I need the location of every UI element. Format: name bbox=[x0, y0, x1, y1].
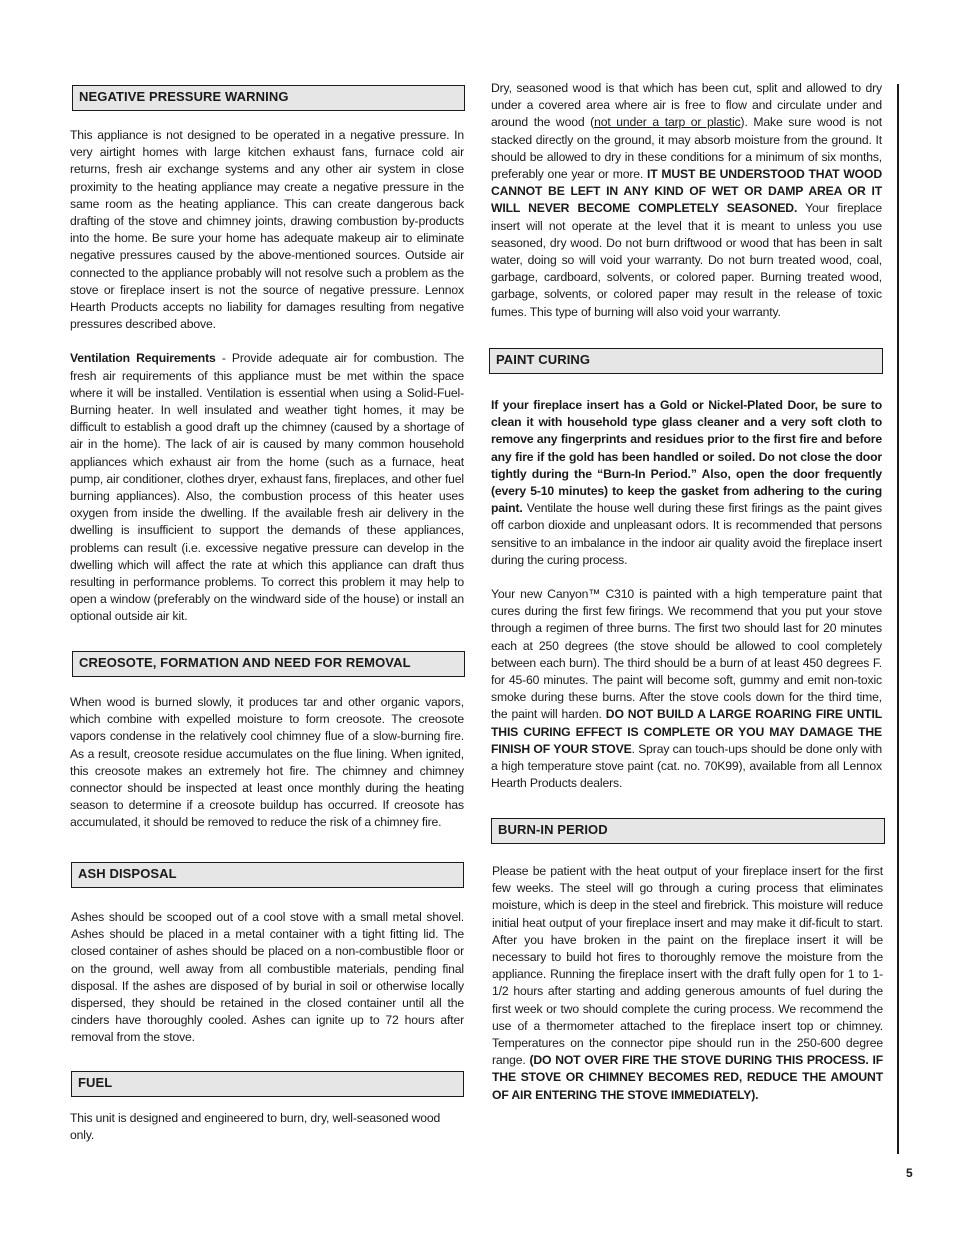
ventilation-paragraph bbox=[70, 350, 464, 625]
burn-in-text: Please be patient with the heat output of your fireplace insert for the first few weeks. The steel will go through a curing process that eliminates moisture, which is deep in the steel and firebrick. This moisture will reduce initial heat output of your fireplace insert and may make it dif-ficult to start. After you have broken in the paint on the fireplace insert it will be necessary to build hot fires to thoroughly remove the moisture from the appliance. Running the fireplace insert with the draft fully open for 1 to 1-1/2 hours after starting and adding generous amounts of fuel during the first week or two should complete the curing process. We recommend the use of a thermometer attached to the fireplace insert top or chimney. Temperatures on the connector pipe should run in the 250-600 degree range. bbox=[492, 864, 883, 1068]
section-heading-burn-in-period: BURN-IN PERIOD bbox=[491, 818, 885, 844]
paint-curing-paragraph-1 bbox=[491, 397, 882, 569]
negative-pressure-body bbox=[70, 127, 464, 626]
burn-in-bold-warning: (DO NOT OVER FIRE THE STOVE DURING THIS PROCESS. IF THE STOVE OR CHIMNEY BECOMES RED, REDUCE THE AMOUNT OF AIR ENTERING THE STOVE IMMEDIATELY). bbox=[492, 1053, 883, 1102]
paint-curing-text-2: Your new Canyon™ C310 is painted with a high temperature paint that cures during the first few firings. We recommend that you put your stove through a regimen of three burns. The first two should last for 20 minutes each at 250 degrees (the stove should be allowed to cool completely between each burn). The third should be a burn of at least 450 degrees F. for 45-60 minutes. The paint will become soft, gummy and emit non-toxic smoke during these burns. After the stove cools down for the third time, the paint will harden. bbox=[491, 587, 882, 722]
negative-pressure-paragraph: This appliance is not designed to be operated in a negative pressure. In very airtight homes with large kitchen exhaust fans, furnace cold air returns, fresh air exchange systems and any other air system in close proximity to the heating appliance may create a negative pressure in the same room as the heating appliance. This can create dangerous back drafting of the stove and chimney joints, drawing combustion by-products into the home. Be sure your home has adequate makeup air to eliminate negative pressures caused by the above-mentioned sources. Outside air connected to the appliance probably will not resolve such a problem as the stove or fireplace insert is not the source of negative pressure. Lennox Hearth Products accepts no liability for damages resulting from negative pressures described above. bbox=[70, 128, 464, 332]
paint-curing-bold: If your fireplace insert has a Gold or Nickel-Plated Door, be sure to clean it with household type glass cleaner and a very soft cloth to remove any fingerprints and residues prior to the first fire and before any fire if the gold has been handled or soiled. Do not close the door tightly during the “Burn-In Period.” Also, open the door frequently (every 5-10 minutes) to keep the gasket from adhering to the curing paint. bbox=[491, 398, 882, 516]
page-number: 5 bbox=[906, 1166, 913, 1180]
creosote-paragraph: When wood is burned slowly, it produces tar and other organic vapors, which combine with expelled moisture to form creosote. The creosote vapors condense in the relatively cool chimney flue of a slow-burning fire. As a result, creosote residue accumulates on the flue lining. When ignited, this creosote makes an extremely hot fire. The chimney and chimney connector should be inspected at least once monthly during the heating season to determine if a creosote buildup has occurred. If creosote has accumulated, it should be removed to reduce the risk of a chimney fire. bbox=[70, 695, 464, 830]
ventilation-text: - Provide adequate air for combustion. The fresh air requirements of this appliance must be met within the space where it will be installed. Ventilation is essential when using a Solid-Fuel-Burning heater. In well insulated and weather tight homes, it may be difficult to establish a good draft up the chimney (caused by a shortage of air in the home). The lack of air is caused by many common household appliances which exhaust air from the home (such as a furnace, heat pump, air conditioner, clothes dryer, exhaust fans, fireplaces, and other fuel burning appliances). Also, the combustion process of this heater uses oxygen from inside the dwelling. If the available fresh air delivery in the dwelling is insufficient to support the demands of these appliances, problems can result (i.e. excessive negative pressure can develop in the dwelling which will affect the rate at which this appliance can draft thus resulting in performance problems. To correct this problem it may help to open a window (preferably on the windward side of the house) or install an optional outside air kit. bbox=[70, 351, 464, 624]
paint-curing-text: Ventilate the house well during these first firings as the paint gives off carbon dioxide and unpleasant odors. It is recommended that persons sensitive to an imbalance in the indoor air quality avoid the fireplace insert during the curing process. bbox=[491, 501, 882, 567]
wood-body bbox=[491, 80, 882, 321]
section-heading-creosote: CREOSOTE, FORMATION AND NEED FOR REMOVAL bbox=[72, 651, 465, 677]
paint-curing-body bbox=[491, 397, 882, 792]
section-heading-ash-disposal: ASH DISPOSAL bbox=[71, 862, 464, 888]
ash-disposal-body bbox=[71, 909, 464, 1047]
wood-text-2: ). Make sure wood is not stacked directly on the ground, it may absorb moisture from the ground. It should be allowed to dry in these conditions for a minimum of six months, preferably one year or more. bbox=[491, 115, 882, 182]
wood-paragraph bbox=[491, 80, 882, 321]
paint-curing-paragraph-2 bbox=[491, 586, 882, 792]
fuel-body bbox=[70, 1110, 464, 1144]
burn-in-body bbox=[492, 863, 883, 1104]
burn-in-paragraph bbox=[492, 863, 883, 1104]
wood-bold-warning: IT MUST BE UNDERSTOOD THAT WOOD CANNOT BE LEFT IN ANY KIND OF WET OR DAMP AREA OR IT WILL NEVER BECOME COMPLETELY SEASONED. bbox=[491, 167, 882, 216]
paint-curing-text-3: . Spray can touch-ups should be done only with a high temperature stove paint (cat. no. 70K99), available from all Lennox Hearth Products dealers. bbox=[491, 741, 882, 791]
vertical-margin-rule bbox=[897, 84, 899, 1154]
creosote-body bbox=[70, 694, 464, 832]
section-heading-paint-curing: PAINT CURING bbox=[489, 348, 883, 374]
wood-underlined: not under a tarp or plastic bbox=[594, 115, 741, 130]
paint-curing-bold-2: DO NOT BUILD A LARGE ROARING FIRE UNTIL THIS CURING EFFECT IS COMPLETE OR YOU MAY DAMAGE THE FINISH OF YOUR STOVE bbox=[491, 707, 882, 756]
fuel-paragraph: This unit is designed and engineered to burn, dry, well-seasoned wood only. bbox=[70, 1111, 441, 1143]
ventilation-label: Ventilation Requirements bbox=[70, 351, 216, 366]
ash-disposal-paragraph: Ashes should be scooped out of a cool stove with a small metal shovel. Ashes should be placed in a metal container with a tight fitting lid. The closed container of ashes should be placed on a non-combustible floor or on the ground, well away from all combustible materials, pending final disposal. If the ashes are disposed of by burial in soil or otherwise locally dispersed, they should be retained in the closed container until all the cinders have thoroughly cooled. Ashes can ignite up to 72 hours after removal from the stove. bbox=[71, 910, 464, 1045]
wood-text-3: Your fireplace insert will not operate at the level that it is meant to unless you use seasoned, dry wood. Do not burn driftwood or wood that has been in salt water, doing so will void your warranty. Do not burn treated wood, coal, garbage, cardboard, solvents, or colored paper. Burning treated wood, garbage, solvents, or colored paper may result in the release of toxic fumes. This type of burning will also void your warranty. bbox=[491, 201, 882, 319]
section-heading-negative-pressure: NEGATIVE PRESSURE WARNING bbox=[72, 85, 465, 111]
section-heading-fuel: FUEL bbox=[71, 1071, 464, 1097]
wood-text-1: Dry, seasoned wood is that which has been cut, split and allowed to dry under a covered area where air is free to flow and circulate under and around the wood ( bbox=[491, 81, 882, 130]
